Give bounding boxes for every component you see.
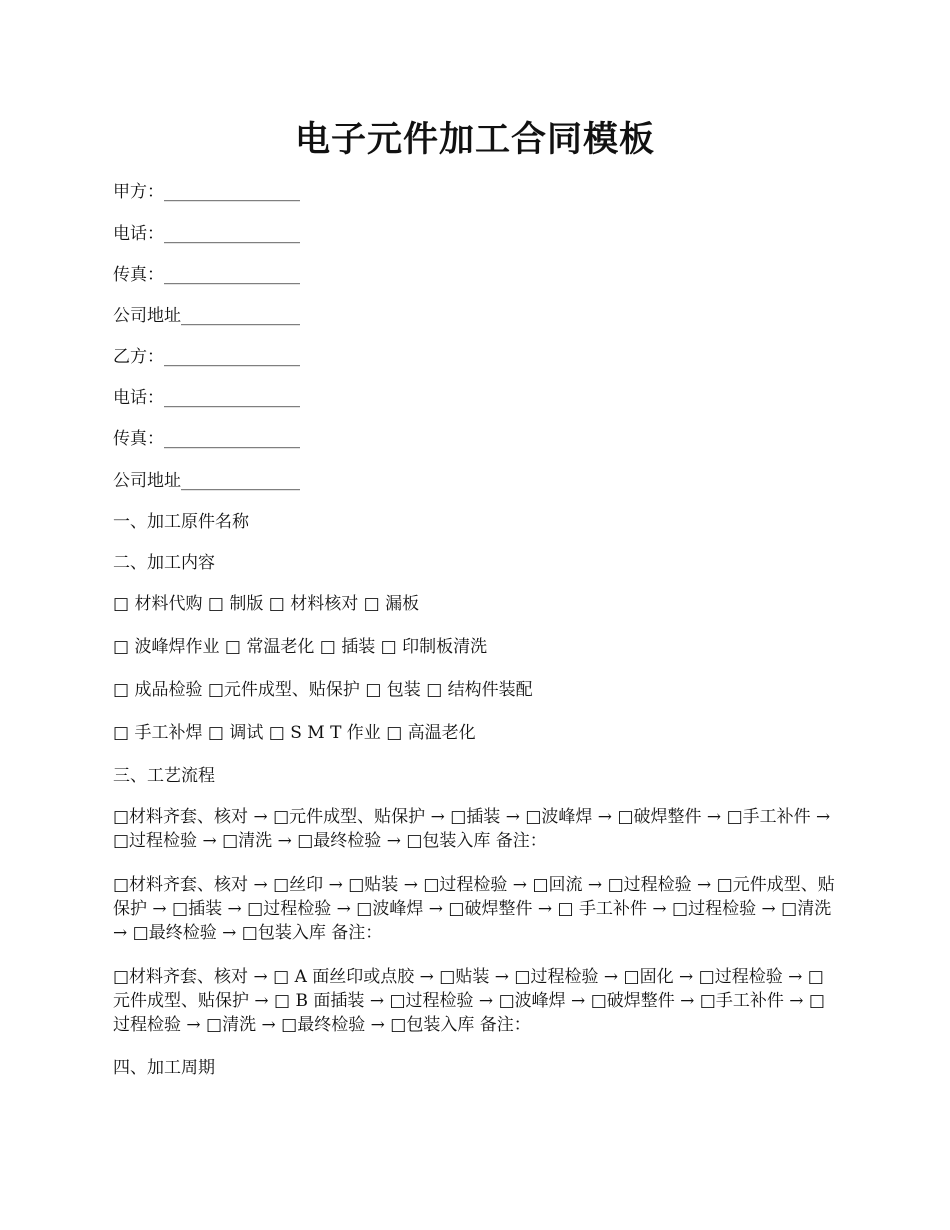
party-a-address-line: 公司地址______________: [113, 306, 300, 326]
section-2-heading: 二、加工内容: [113, 553, 215, 573]
processing-row: □ 成品检验 □元件成型、贴保护 □ 包装 □ 结构件装配: [113, 680, 533, 700]
party-a-fax-line: 传真：________________: [113, 265, 300, 285]
section-3-heading: 三、工艺流程: [113, 766, 215, 786]
process-flow-paragraph: □材料齐套、核对 → □丝印 → □贴装 → □过程检验 → □回流 → □过程检验 → □元件成型、贴保护 → □插装 → □过程检验 → □波峰焊 → □破焊整件 → □ 手工补件 → □过程检验 → □清洗 → □最终检验 → □包装入库 备注：: [113, 875, 835, 943]
party-b-name-line: 乙方：________________: [113, 347, 300, 367]
party-b-phone-line: 电话：________________: [113, 388, 300, 408]
party-a-phone-line: 电话：________________: [113, 224, 300, 244]
party-b-address-line: 公司地址______________: [113, 471, 300, 491]
document-title: 电子元件加工合同模板: [294, 120, 655, 160]
section-4-heading: 四、加工周期: [113, 1058, 215, 1078]
process-flow-paragraph: □材料齐套、核对 → □ A 面丝印或点胶 → □贴装 → □过程检验 → □固化 → □过程检验 → □元件成型、贴保护 → □ B 面插装 → □过程检验 → □波峰焊 → □破焊整件 → □手工补件 → □过程检验 → □清洗 → □最终检验 → □包装入库 备注：: [113, 967, 825, 1035]
processing-row: □ 波峰焊作业 □ 常温老化 □ 插装 □ 印制板清洗: [113, 637, 488, 657]
party-b-fax-line: 传真：________________: [113, 429, 300, 449]
processing-row: □ 材料代购 □ 制版 □ 材料核对 □ 漏板: [113, 594, 420, 614]
process-flow-paragraph: □材料齐套、核对 → □元件成型、贴保护 → □插装 → □波峰焊 → □破焊整件 → □手工补件 → □过程检验 → □清洗 → □最终检验 → □包装入库 备注：: [113, 807, 831, 851]
section-1-heading: 一、加工原件名称: [113, 512, 249, 532]
party-a-name-line: 甲方：________________: [113, 182, 300, 202]
processing-row: □ 手工补焊 □ 调试 □ S M T 作业 □ 高温老化: [113, 723, 476, 743]
